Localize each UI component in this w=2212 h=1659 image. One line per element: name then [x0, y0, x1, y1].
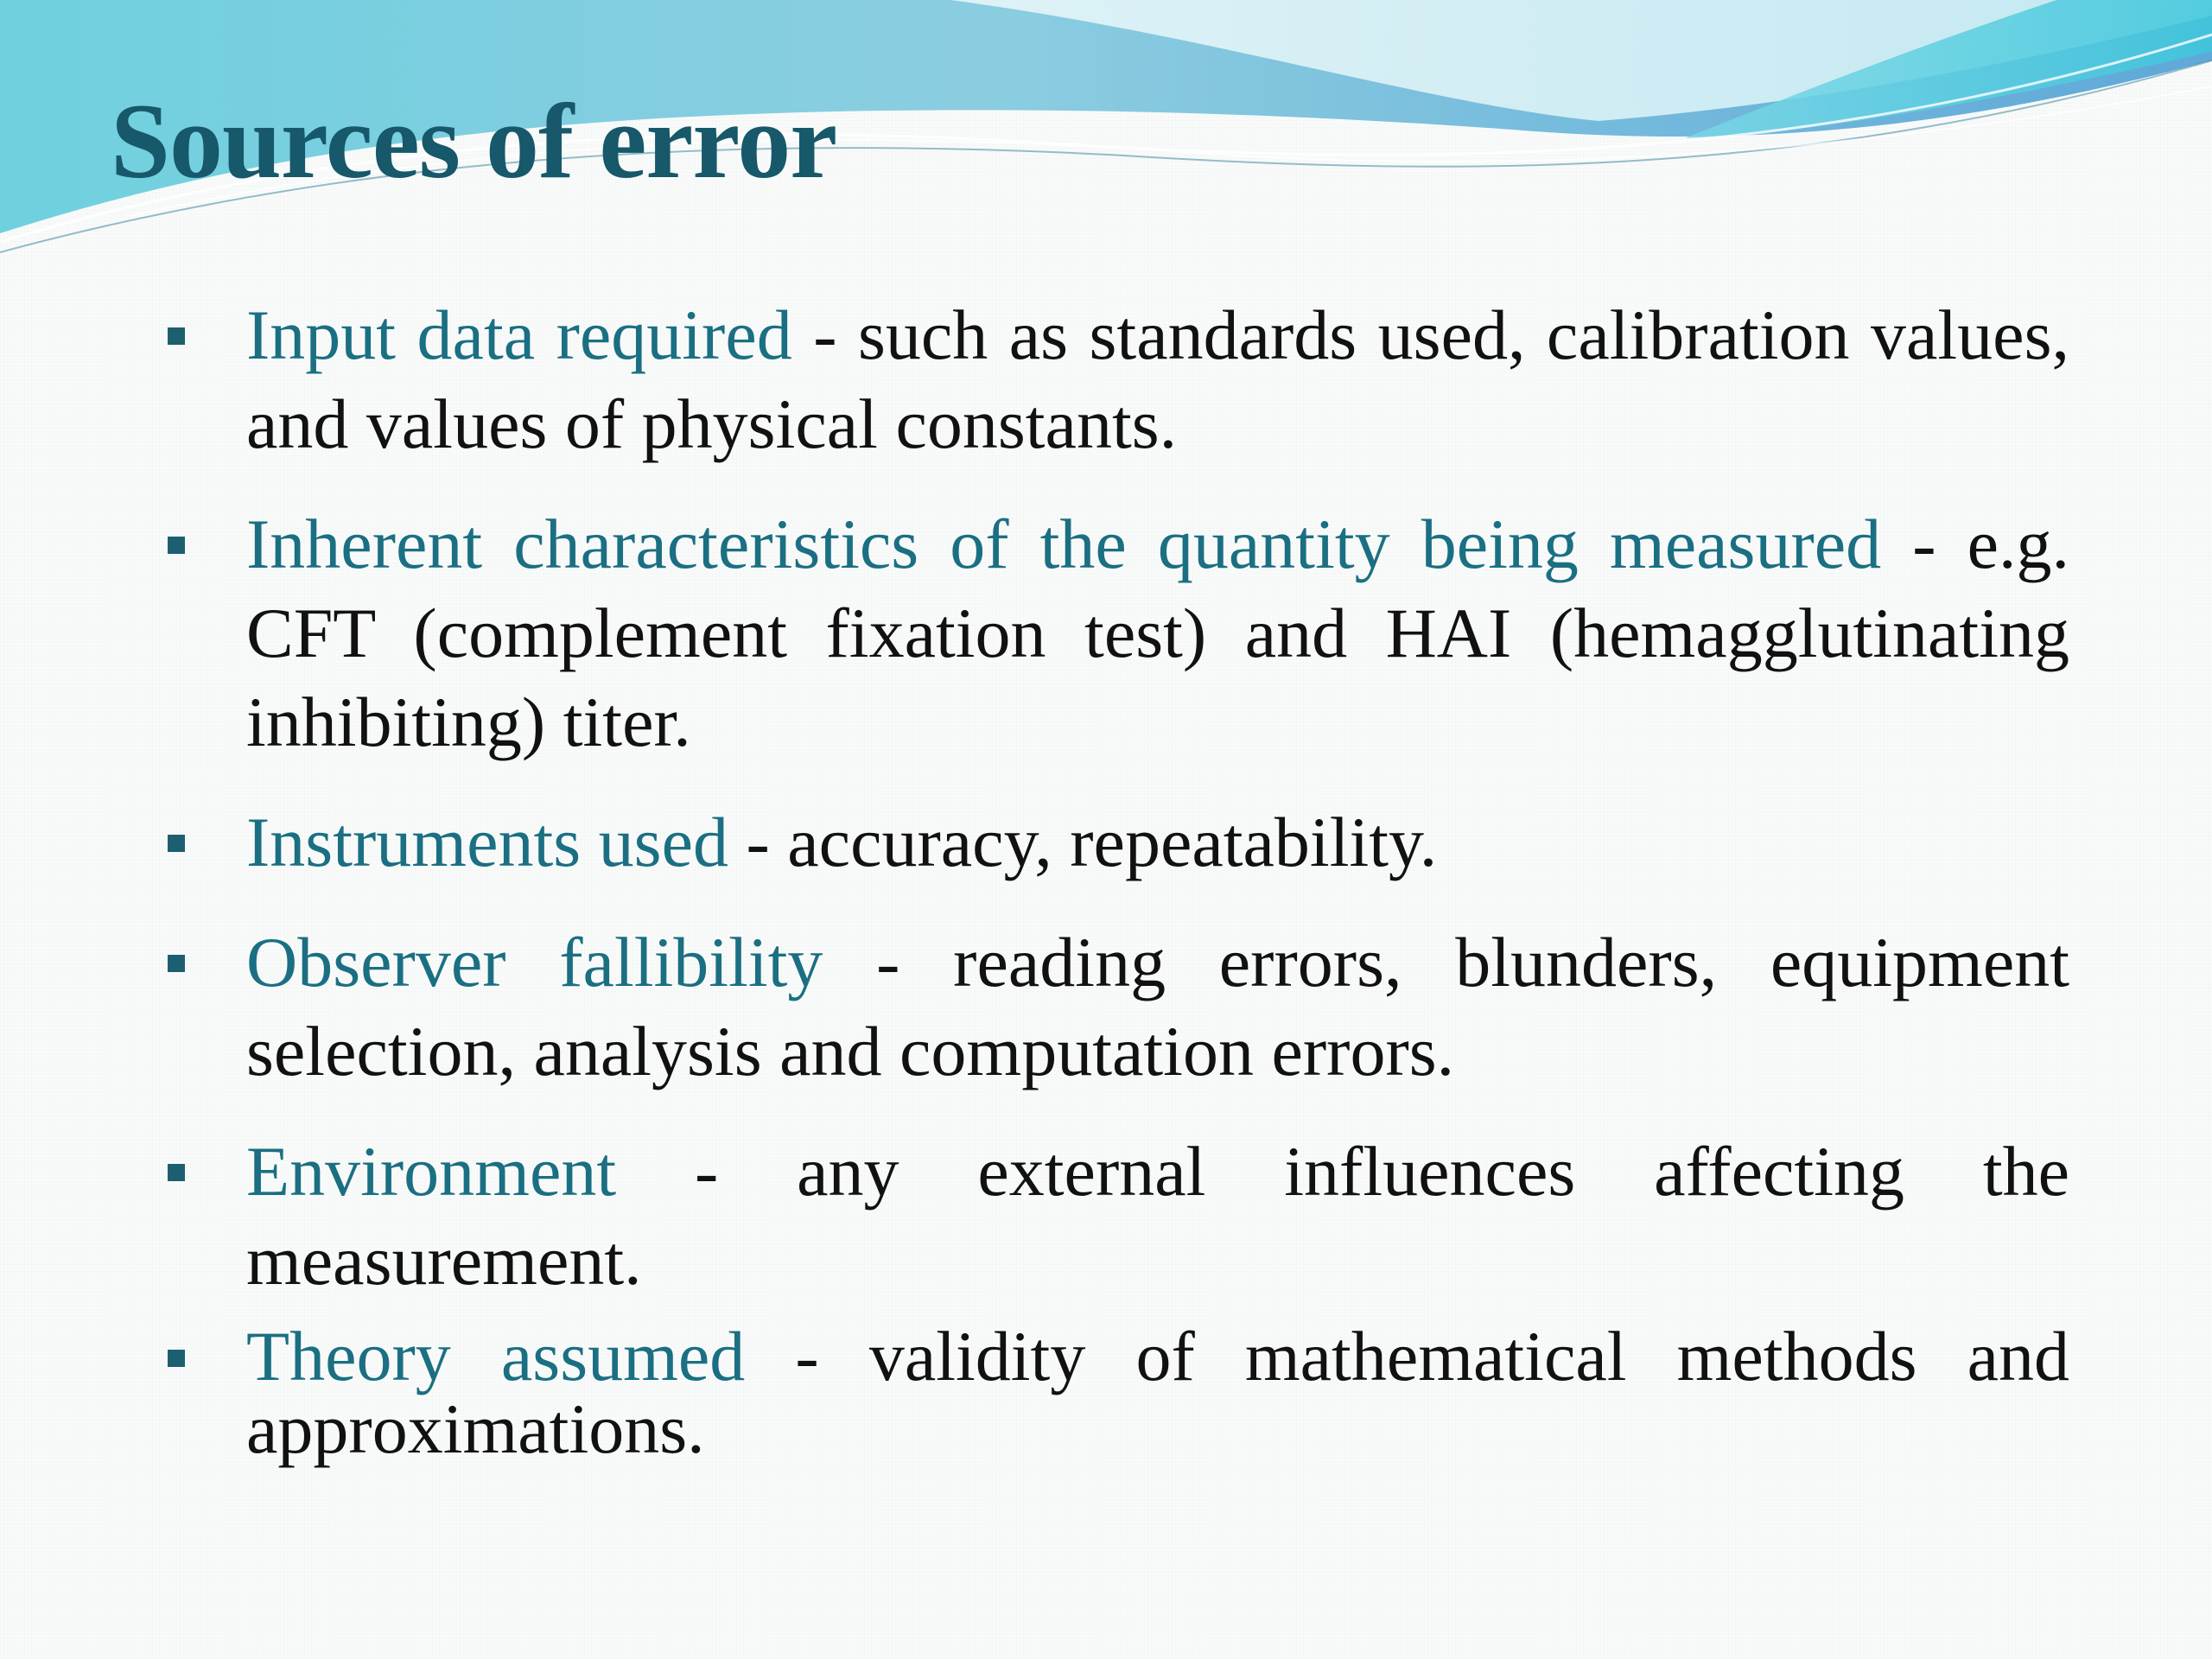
bullet-text: - reading errors, blunders, equipment selection, analysis and computation errors.: [246, 923, 2069, 1090]
bullet-term: Environment: [246, 1132, 617, 1211]
bullet-term: Input data required: [246, 296, 792, 374]
square-bullet-icon: [168, 955, 185, 972]
bullet-item: [246, 918, 2069, 1096]
bullet-item: [246, 290, 2069, 468]
bullet-item: [246, 1317, 2070, 1468]
square-bullet-icon: [168, 1164, 185, 1181]
square-bullet-icon: [168, 835, 185, 852]
bullet-text: - validity of mathematical methods and approximations.: [246, 1317, 2070, 1468]
bullet-text: - such as standards used, calibration values, and values of physical constants.: [246, 296, 2069, 463]
bullet-text: - any external influences affecting the measurement.: [246, 1132, 2069, 1300]
bullet-item: [246, 798, 2069, 887]
bullet-item: [246, 1127, 2069, 1305]
bullet-list: [246, 290, 2070, 1468]
square-bullet-icon: [168, 537, 185, 554]
bullet-term: Inherent characteristics of the quantity being measured: [246, 505, 1882, 583]
bullet-item: [246, 499, 2069, 766]
square-bullet-icon: [168, 1350, 185, 1367]
bullet-term: Instruments used: [246, 803, 728, 881]
bullet-term: Observer fallibility: [246, 923, 823, 1001]
square-bullet-icon: [168, 327, 185, 345]
bullet-text: - e.g. CFT (complement fixation test) and HAI (hemagglutinating inhibiting) titer.: [246, 505, 2070, 761]
slide-title: Sources of error: [111, 82, 837, 200]
bullet-text: - accuracy, repeatability.: [728, 803, 1438, 881]
bullet-term: Theory assumed: [246, 1317, 746, 1395]
